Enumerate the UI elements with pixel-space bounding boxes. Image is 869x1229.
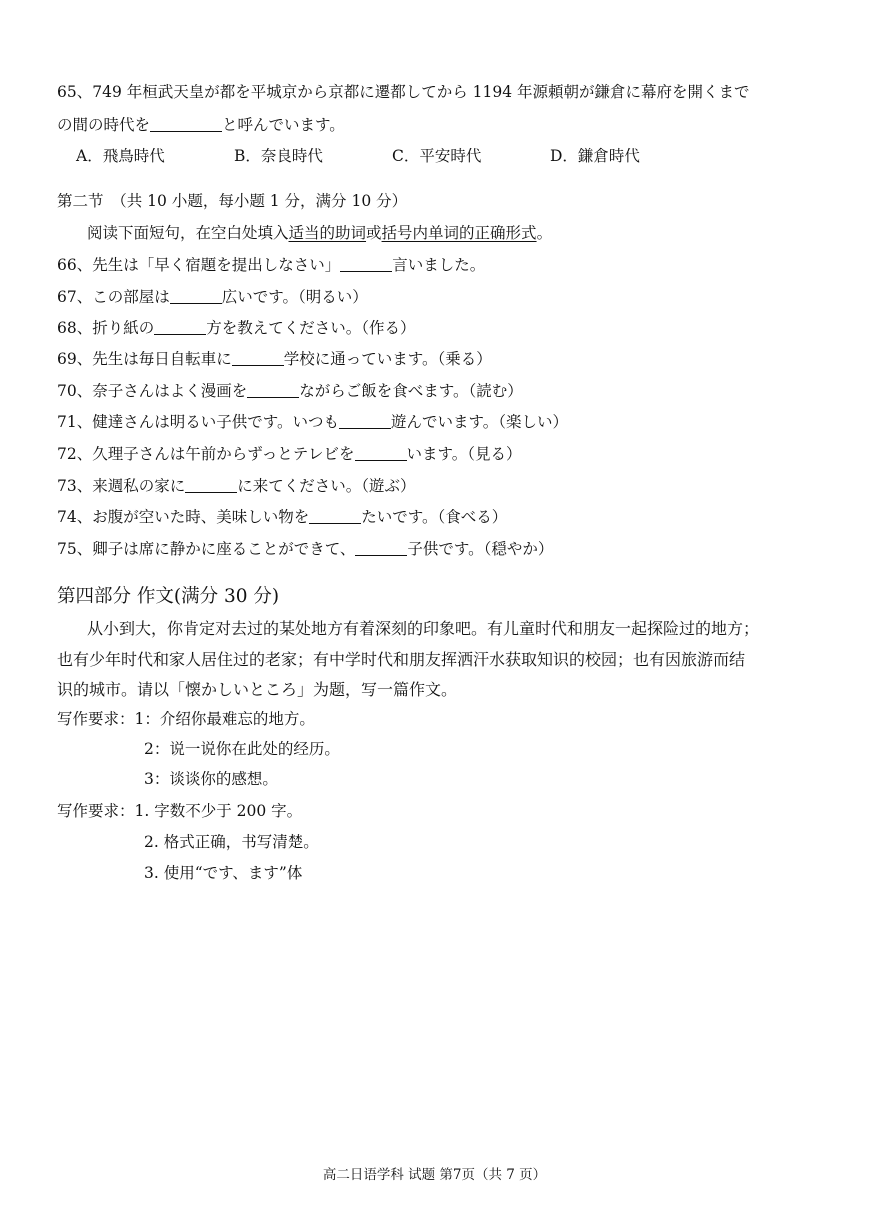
question-68 <box>57 316 416 338</box>
question-text: 73、来週私の家に <box>57 477 186 495</box>
answer-blank[interactable] <box>185 478 237 493</box>
instr-underlined-1: 适当的助词 <box>288 224 367 242</box>
requirement-item: 3：谈谈你的感想。 <box>144 770 278 788</box>
q65-text-after: と呼んでいます。 <box>222 116 345 134</box>
question-text: 68、折り紙の <box>57 319 155 337</box>
question-text: たいです。（食べる） <box>361 508 508 526</box>
section2-header: 第二节 （共 10 小题，每小题 1 分，满分 10 分） <box>57 192 408 210</box>
question-71 <box>57 410 568 432</box>
part4-para-line1: 从小到大，你肯定对去过的某处地方有着深刻的印象吧。有儿童时代和朋友一起探险过的地方； <box>87 619 760 638</box>
instr-text: 或 <box>366 224 382 242</box>
q65-line1: 65、749 年桓武天皇が都を平城京から京都に遷都してから 1194 年源頼朝が鎌倉に幕府を開くまで <box>57 83 750 101</box>
answer-blank[interactable] <box>170 289 222 304</box>
question-text: 広いです。（明るい） <box>221 288 368 306</box>
answer-blank[interactable] <box>309 509 361 524</box>
section2-instructions <box>87 221 552 243</box>
question-text: 方を教えてください。（作る） <box>206 319 416 337</box>
answer-blank[interactable] <box>247 383 299 398</box>
question-text: 学校に通っています。（乗る） <box>283 350 492 368</box>
question-66 <box>57 253 485 275</box>
option-d[interactable]: D．鎌倉時代 <box>550 147 640 165</box>
part4-header: 第四部分 作文(满分 30 分) <box>57 586 280 607</box>
requirements-label: 写作要求： <box>57 802 135 820</box>
answer-blank[interactable] <box>340 257 392 272</box>
instr-text: 。 <box>536 224 553 242</box>
q65-line2 <box>57 113 345 135</box>
question-67 <box>57 285 368 307</box>
requirements-1 <box>57 707 315 729</box>
option-a[interactable]: A．飛鳥時代 <box>76 147 165 165</box>
question-69 <box>57 347 492 369</box>
question-text: 子供です。（穏やか） <box>407 540 554 558</box>
part4-para-line3: 识的城市。请以「懐かしいところ」为题，写一篇作文。 <box>57 680 458 699</box>
part4-para-line2: 也有少年时代和家人居住过的老家；有中学时代和朋友挥洒汗水获取知识的校园；也有因旅游而结 <box>57 650 746 669</box>
requirement-item: 3. 使用“です、ます”体 <box>144 864 303 882</box>
question-text: 72、久理子さんは午前からずっとテレビを <box>57 445 355 463</box>
question-74 <box>57 505 507 527</box>
option-c[interactable]: C．平安時代 <box>392 147 482 165</box>
answer-blank[interactable] <box>355 541 407 556</box>
question-73 <box>57 474 416 496</box>
question-75 <box>57 537 553 559</box>
q65-options <box>76 144 640 166</box>
requirements-label: 写作要求： <box>57 710 135 728</box>
instr-text: 阅读下面短句，在空白处填入 <box>87 224 289 242</box>
question-text: います。（見る） <box>406 445 522 463</box>
requirement-item: 1：介绍你最难忘的地方。 <box>134 710 315 728</box>
answer-blank[interactable] <box>154 320 206 335</box>
answer-blank[interactable] <box>150 117 222 132</box>
instr-underlined-2: 括号内单词的正确形式 <box>381 224 537 242</box>
q65-text-before: の間の時代を <box>57 116 151 134</box>
requirement-item: 2. 格式正确，书写清楚。 <box>144 833 319 851</box>
question-text: 言いました。 <box>392 256 486 274</box>
question-text: 71、健達さんは明るい子供です。いつも <box>57 413 339 431</box>
page-footer: 高二日语学科 试题 第7页（共 7 页） <box>322 1167 547 1183</box>
question-text: に来てください。（遊ぶ） <box>237 477 416 495</box>
question-text: ながらご飯を食べます。（読む） <box>299 382 523 400</box>
requirement-item: 2：说一说你在此处的经历。 <box>144 740 340 758</box>
question-text: 67、この部屋は <box>57 288 170 306</box>
answer-blank[interactable] <box>232 351 284 366</box>
requirements-2 <box>57 799 302 821</box>
question-70 <box>57 379 523 401</box>
question-text: 75、卿子は席に静かに座ることができて、 <box>57 540 356 558</box>
question-text: 遊んでいます。（楽しい） <box>391 413 569 431</box>
answer-blank[interactable] <box>339 414 391 429</box>
question-text: 69、先生は毎日自転車に <box>57 350 232 368</box>
requirement-item: 1. 字数不少于 200 字。 <box>134 802 303 820</box>
question-72 <box>57 442 522 464</box>
question-text: 70、奈子さんはよく漫画を <box>57 382 248 400</box>
answer-blank[interactable] <box>355 446 407 461</box>
question-text: 74、お腹が空いた時、美味しい物を <box>57 508 310 526</box>
question-text: 66、先生は「早く宿題を提出しなさい」 <box>57 256 341 274</box>
option-b[interactable]: B．奈良時代 <box>234 147 323 165</box>
